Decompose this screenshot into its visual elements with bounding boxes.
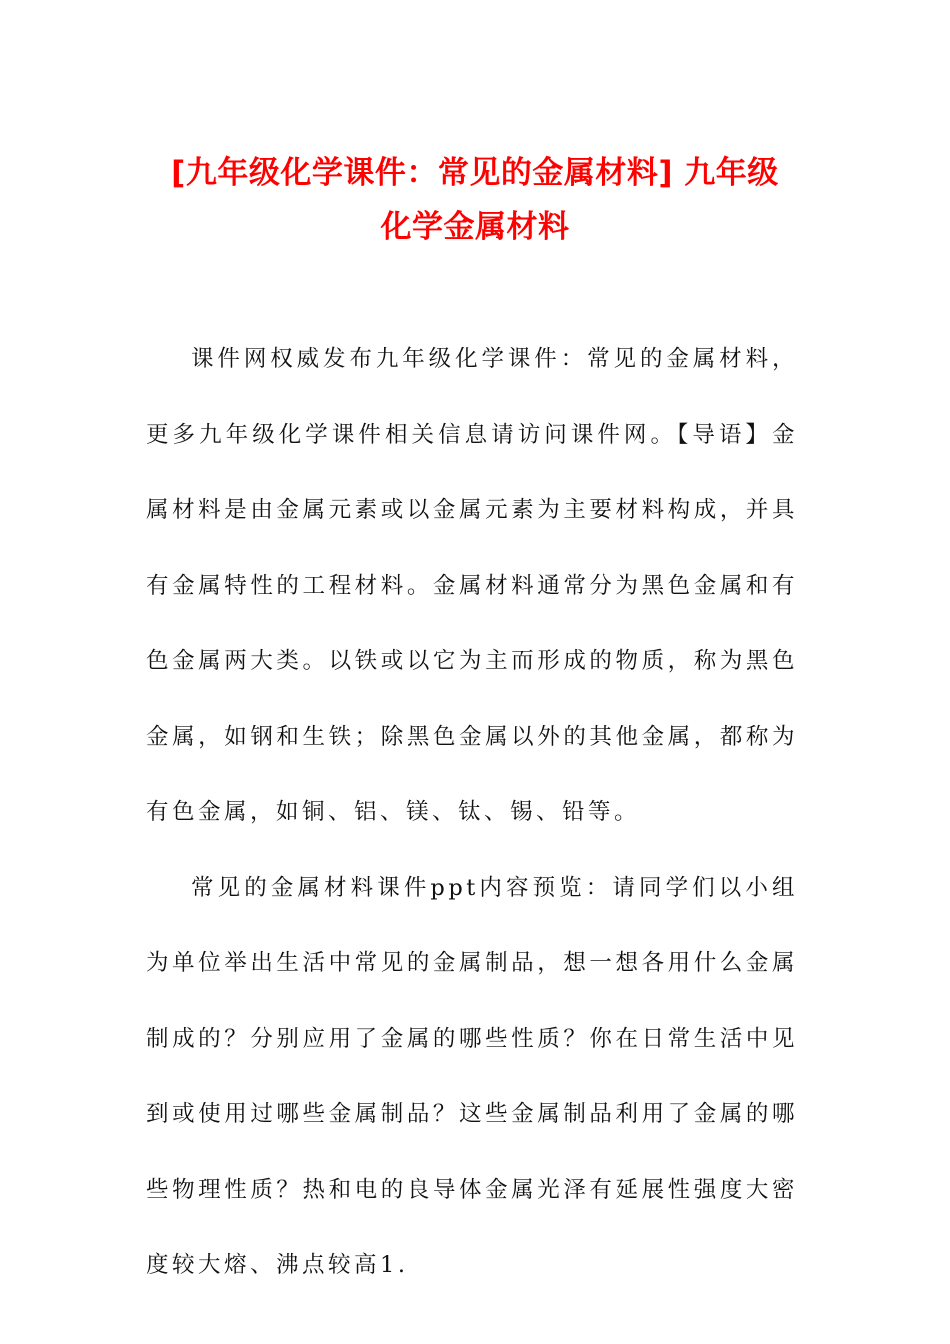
- title-line-2: 化学金属材料: [380, 209, 570, 245]
- document-body: [146, 322, 798, 1304]
- paragraph-intro: 课件网权威发布九年级化学课件：常见的金属材料，更多九年级化学课件相关信息请访问课件网。【导语】金属材料是由金属元素或以金属元素为主要材料构成，并具有金属特性的工程材料。金属材料通常分为黑色金属和有色金属两大类。以铁或以它为主而形成的物质，称为黑色金属，如钢和生铁；除黑色金属以外的其他金属，都称为有色金属，如铜、铝、镁、钛、锡、铅等。: [146, 346, 798, 825]
- document-title: [140, 146, 810, 254]
- paragraph-preview: 常见的金属材料课件ppt内容预览：请同学们以小组为单位举出生活中常见的金属制品，想一想各用什么金属制成的？分别应用了金属的哪些性质？你在日常生活中见到或使用过哪些金属制品？这些金属制品利用了金属的哪些物理性质？热和电的良导体金属光泽有延展性强度大密度较大熔、沸点较高1.: [146, 874, 798, 1278]
- title-line-1: [九年级化学课件：常见的金属材料] 九年级: [171, 155, 779, 191]
